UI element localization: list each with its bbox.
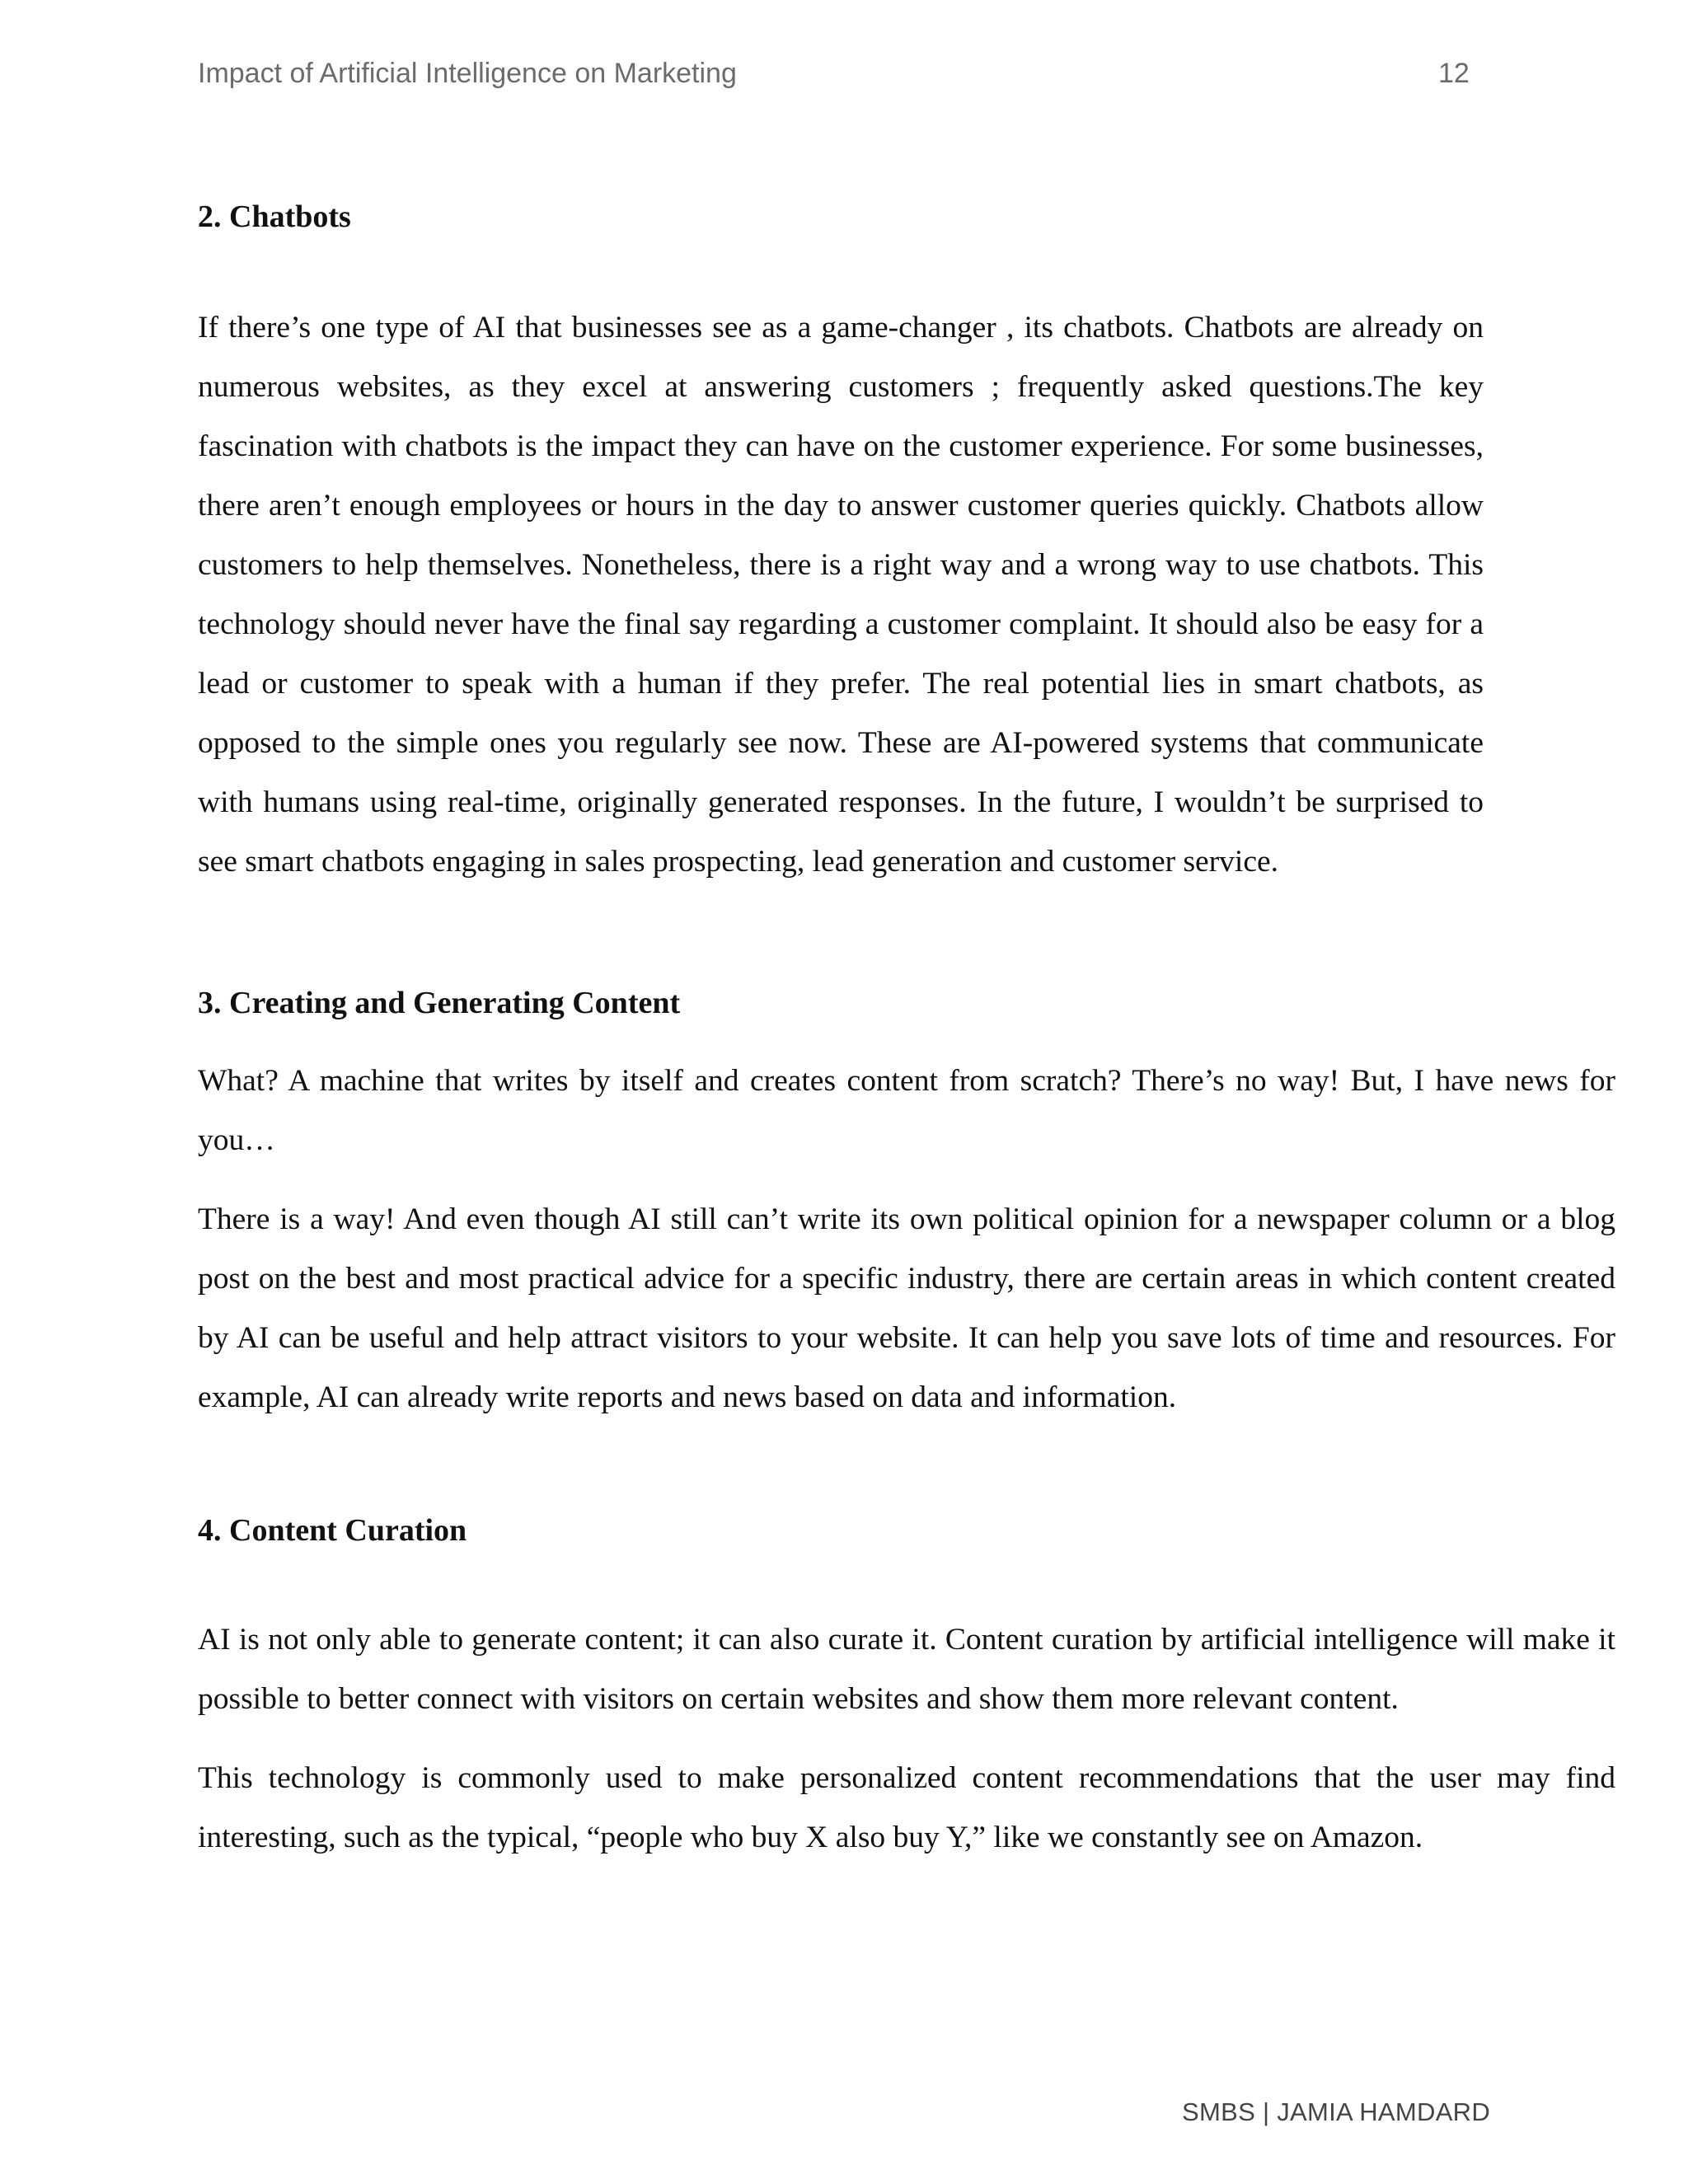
page-content xyxy=(198,198,1615,1868)
section-heading-content-curation: 4. Content Curation xyxy=(198,1513,467,1548)
section-heading-creating-content: 3. Creating and Generating Content xyxy=(198,986,681,1020)
section-heading-chatbots: 2. Chatbots xyxy=(198,199,351,234)
header-title: Impact of Artificial Intelligence on Marketing xyxy=(198,58,737,89)
creating-content-paragraph-1: What? A machine that writes by itself and creates content from scratch? There’s no way! But, I have news for you… xyxy=(198,1064,1615,1157)
page-number: 12 xyxy=(1438,58,1470,89)
creating-content-paragraph-2: There is a way! And even though AI still can’t write its own political opinion for a newspaper column or a blog post on the best and most practical advice for a specific industry, there are certain areas in which content created by AI can be useful and help attract visitors to your website. It can help you save lots of time and resources. For example, AI can already write reports and news based on data and information. xyxy=(198,1202,1615,1414)
content-curation-paragraph-1: AI is not only able to generate content; it can also curate it. Content curation by artificial intelligence will make it possible to better connect with visitors on certain websites and show them more relevant content. xyxy=(198,1623,1615,1716)
chatbots-paragraph: If there’s one type of AI that businesses see as a game-changer , its chatbots. Chatbots are already on numerous websites, as they excel at answering customers ; frequently asked questions.The key fascination with chatbots is the impact they can have on the customer experience. For some businesses, there aren’t enough employees or hours in the day to answer customer queries quickly. Chatbots allow customers to help themselves. Nonetheless, there is a right way and a wrong way to use chatbots. This technology should never have the final say regarding a customer complaint. It should also be easy for a lead or customer to speak with a human if they prefer. The real potential lies in smart chatbots, as opposed to the simple ones you regularly see now. These are AI-powered systems that communicate with humans using real-time, originally generated responses. In the future, I wouldn’t be surprised to see smart chatbots engaging in sales prospecting, lead generation and customer service. xyxy=(198,311,1484,879)
page-footer: SMBS | JAMIA HAMDARD xyxy=(1182,2097,1491,2126)
content-curation-paragraph-2: This technology is commonly used to make personalized content recommendations that the user may find interesting, such as the typical, “people who buy X also buy Y,” like we constantly see on Amazon. xyxy=(198,1761,1615,1854)
running-header xyxy=(198,58,1475,99)
